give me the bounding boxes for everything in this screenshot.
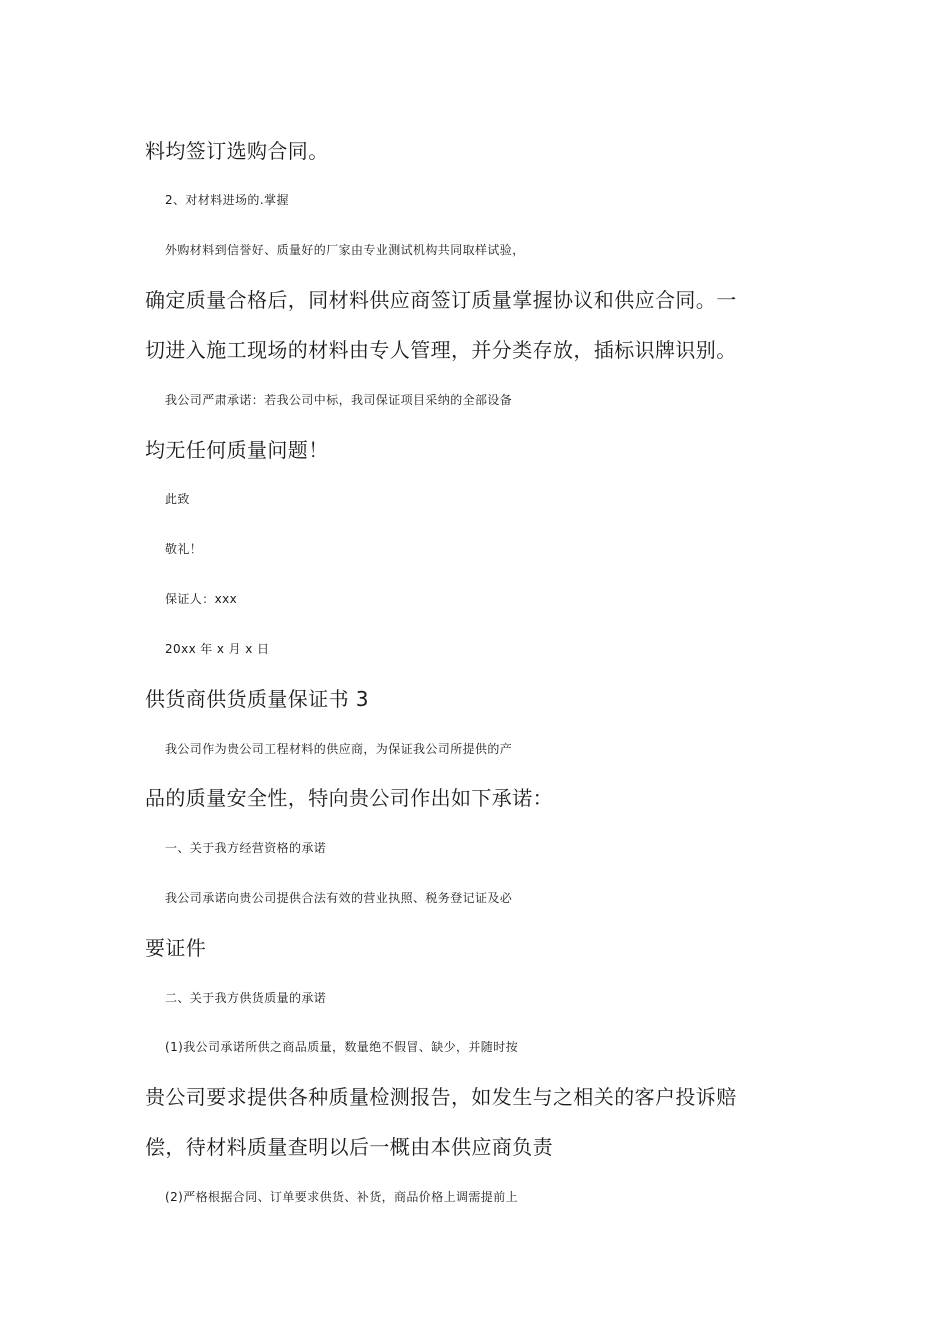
- paragraph-line: 要证件: [145, 936, 207, 960]
- section-heading: 一、关于我方经营资格的承诺: [165, 841, 327, 855]
- paragraph-line: 切进入施工现场的材料由专人管理，并分类存放，插标识牌识别。: [145, 338, 737, 362]
- paragraph-line: 均无任何质量问题！: [145, 438, 329, 462]
- document-title: 供货商供货质量保证书 3: [145, 687, 369, 711]
- paragraph-line: 偿，待材料质量查明以后一概由本供应商负责: [145, 1135, 553, 1159]
- paragraph-line: (2)严格根据合同、订单要求供货、补货，商品价格上调需提前上: [165, 1190, 519, 1204]
- section-heading: 二、关于我方供货质量的承诺: [165, 991, 327, 1005]
- paragraph-line: 我公司作为贵公司工程材料的供应商，为保证我公司所提供的产: [165, 742, 513, 756]
- paragraph-line: 品的质量安全性，特向贵公司作出如下承诺：: [145, 786, 553, 810]
- paragraph-line: (1)我公司承诺所供之商品质量，数量绝不假冒、缺少，并随时按: [165, 1040, 519, 1054]
- paragraph-line: 料均签订选购合同。: [145, 139, 329, 163]
- paragraph-line: 确定质量合格后，同材料供应商签订质量掌握协议和供应合同。一: [145, 288, 737, 312]
- paragraph-line: 我公司严肃承诺：若我公司中标，我司保证项目采纳的全部设备: [165, 393, 513, 407]
- date-line: 20xx 年 x 月 x 日: [165, 642, 270, 656]
- closing-line: 此致: [165, 492, 190, 506]
- paragraph-line: 我公司承诺向贵公司提供合法有效的营业执照、税务登记证及必: [165, 891, 513, 905]
- paragraph-line: 贵公司要求提供各种质量检测报告，如发生与之相关的客户投诉赔: [145, 1085, 737, 1109]
- section-heading: 2、对材料进场的.掌握: [165, 193, 289, 207]
- closing-line: 敬礼！: [165, 542, 203, 556]
- paragraph-line: 外购材料到信誉好、质量好的厂家由专业测试机构共同取样试验，: [165, 243, 525, 257]
- guarantor-line: 保证人：xxx: [165, 592, 238, 606]
